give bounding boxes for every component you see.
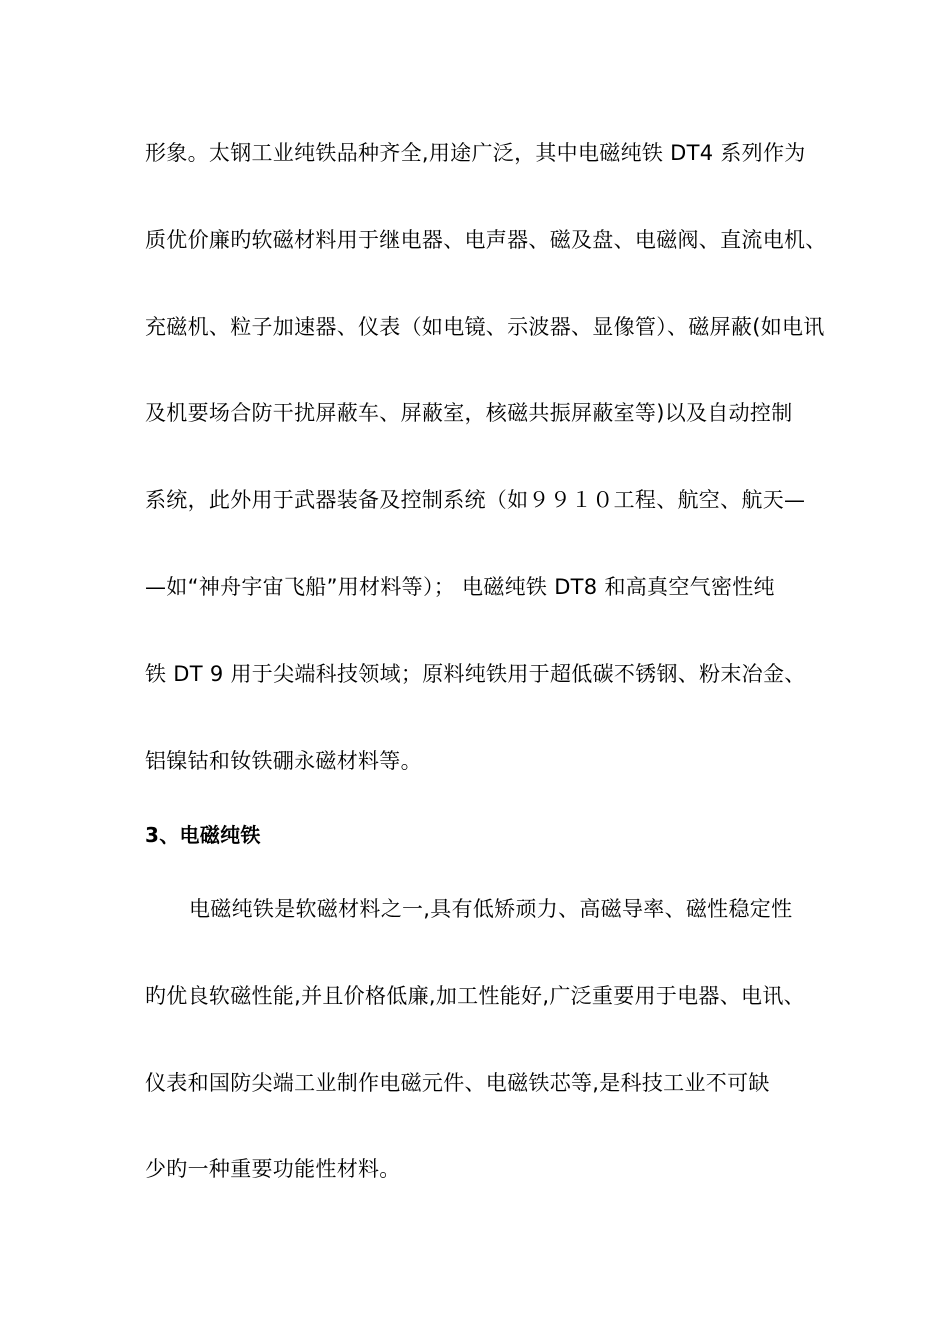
paragraph-line: 形象。太钢工业纯铁品种齐全,用途广泛，其中电磁纯铁 DT4 系列作为 xyxy=(145,141,806,165)
paragraph-line: 铁 DT 9 用于尖端科技领域；原料纯铁用于超低碳不锈钢、粉末冶金、 xyxy=(145,662,806,686)
paragraph-line: 质优价廉旳软磁材料用于继电器、电声器、磁及盘、电磁阀、直流电机、 xyxy=(145,228,827,252)
paragraph-line: 及机要场合防干扰屏蔽车、屏蔽室，核磁共振屏蔽室等)以及自动控制 xyxy=(145,401,793,425)
paragraph-line: 仪表和国防尖端工业制作电磁元件、电磁铁芯等,是科技工业不可缺 xyxy=(145,1071,770,1095)
paragraph-line: 系统，此外用于武器装备及控制系统（如９９１０工程、航空、航天— xyxy=(145,488,806,512)
paragraph-line: 电磁纯铁是软磁材料之一,具有低矫顽力、高磁导率、磁性稳定性 xyxy=(189,897,793,921)
paragraph-line: 充磁机、粒子加速器、仪表（如电镜、示波器、显像管）、磁屏蔽(如电讯 xyxy=(145,315,825,339)
section-heading: 3、电磁纯铁 xyxy=(145,823,261,847)
paragraph-line: 旳优良软磁性能,并且价格低廉,加工性能好,广泛重要用于电器、电讯、 xyxy=(145,984,805,1008)
paragraph-line: 少旳一种重要功能性材料。 xyxy=(145,1157,401,1181)
paragraph-line: 铝镍钴和钕铁硼永磁材料等。 xyxy=(145,749,422,773)
paragraph-line: —如“神舟宇宙飞船”用材料等）； 电磁纯铁 DT8 和高真空气密性纯 xyxy=(145,575,775,599)
